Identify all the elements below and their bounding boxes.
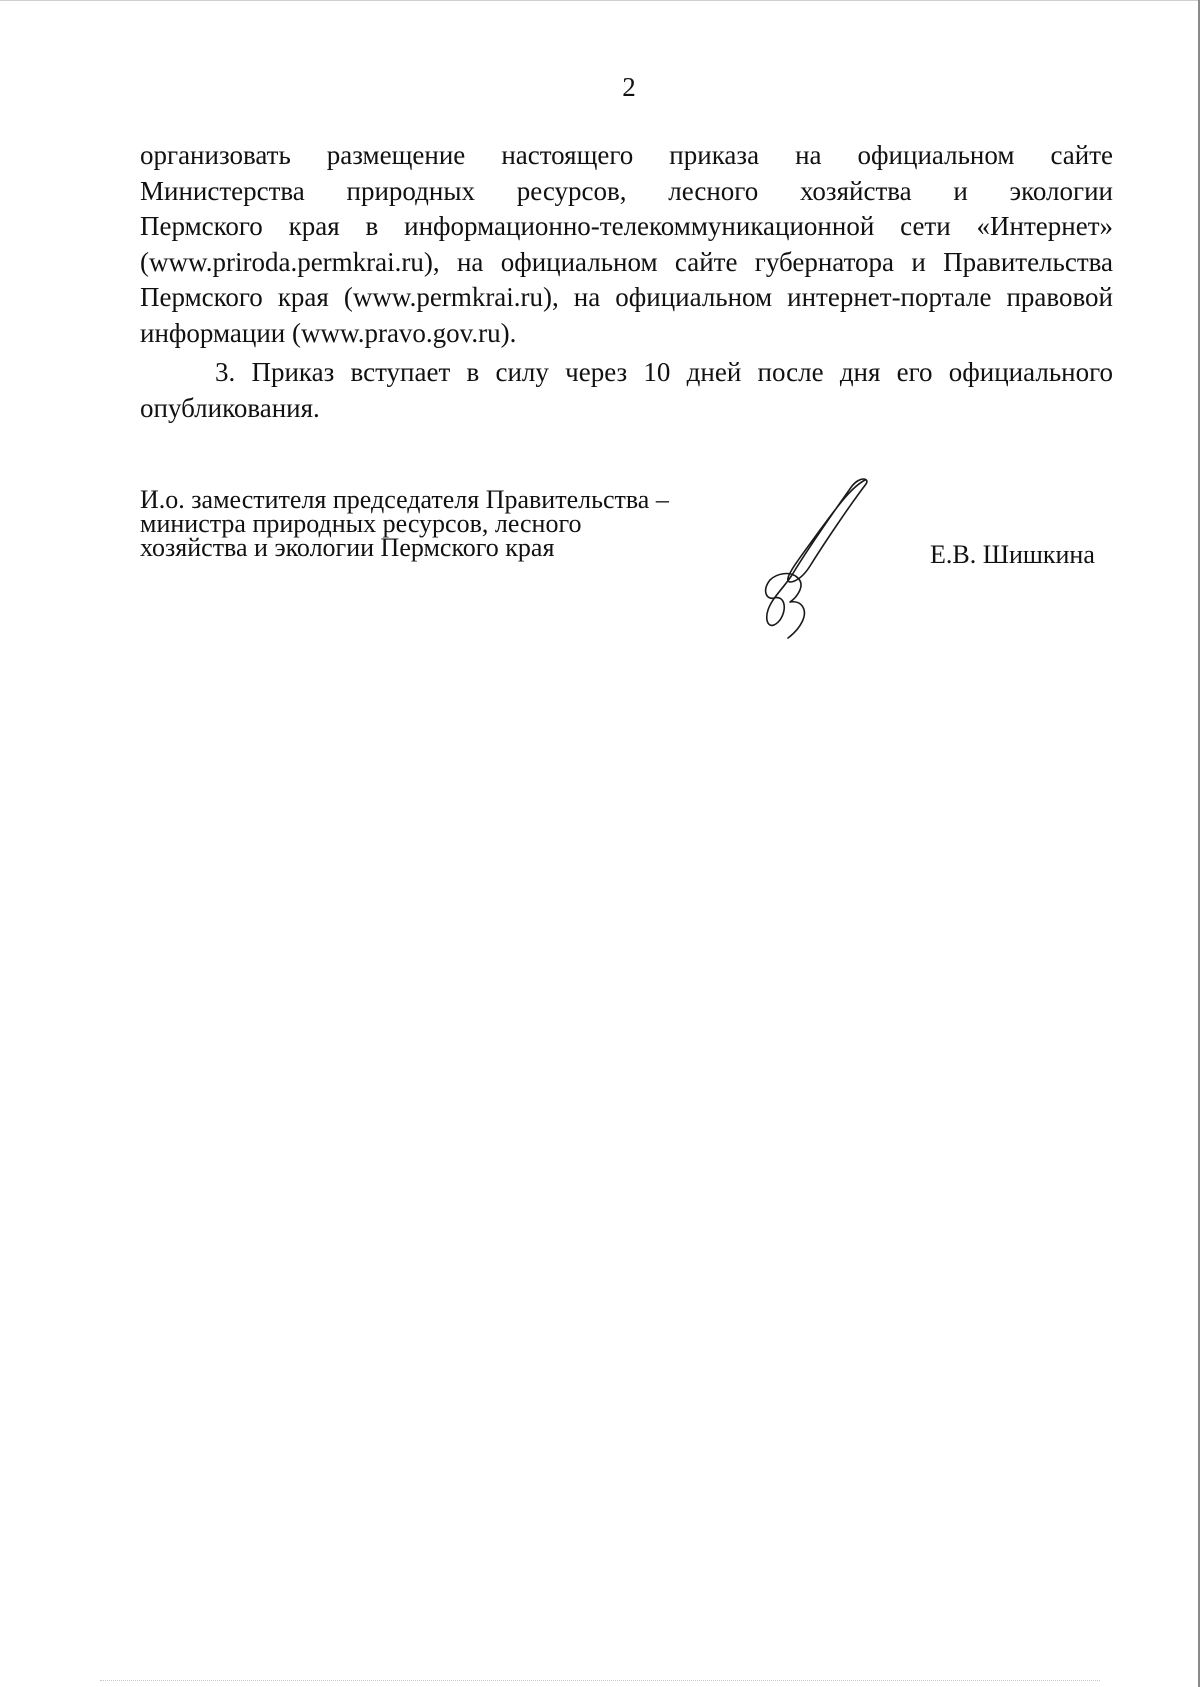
paragraph-publication bbox=[140, 138, 1113, 351]
paragraph-line: 3. Приказ вступает в силу через 10 дней после дня его официального bbox=[215, 357, 1113, 387]
scan-edge-bottom bbox=[100, 1679, 1100, 1681]
signatory-position-line: министра природных ресурсов, лесного bbox=[140, 509, 582, 538]
paragraph-line: Пермского края в информационно-телекоммуникационной сети «Интернет» bbox=[140, 211, 1113, 241]
paragraph-line: Пермского края (www.permkrai.ru), на официальном интернет-портале правовой bbox=[140, 282, 1113, 312]
paragraph-line: (www.priroda.permkrai.ru), на официальном сайте губернатора и Правительства bbox=[140, 246, 1113, 277]
signatory-position-line: хозяйства и экологии Пермского края bbox=[140, 533, 555, 562]
paragraph-line: опубликования. bbox=[140, 392, 320, 423]
signatory-position bbox=[140, 485, 740, 562]
paragraph-line: информации (www.pravo.gov.ru). bbox=[140, 317, 517, 348]
handwritten-signature bbox=[740, 470, 880, 640]
page-number: 2 bbox=[622, 72, 636, 102]
paragraph-line: организовать размещение настоящего приказа на официальном сайте bbox=[140, 140, 1113, 170]
signatory-name: Е.В. Шишкина bbox=[930, 540, 1095, 569]
paragraph-effective-date bbox=[140, 355, 1113, 426]
scan-edge-top bbox=[0, 0, 1200, 1]
signatory-position-line: И.о. заместителя председателя Правительства – bbox=[140, 485, 669, 514]
paragraph-line: Министерства природных ресурсов, лесного хозяйства и экологии bbox=[140, 175, 1113, 206]
